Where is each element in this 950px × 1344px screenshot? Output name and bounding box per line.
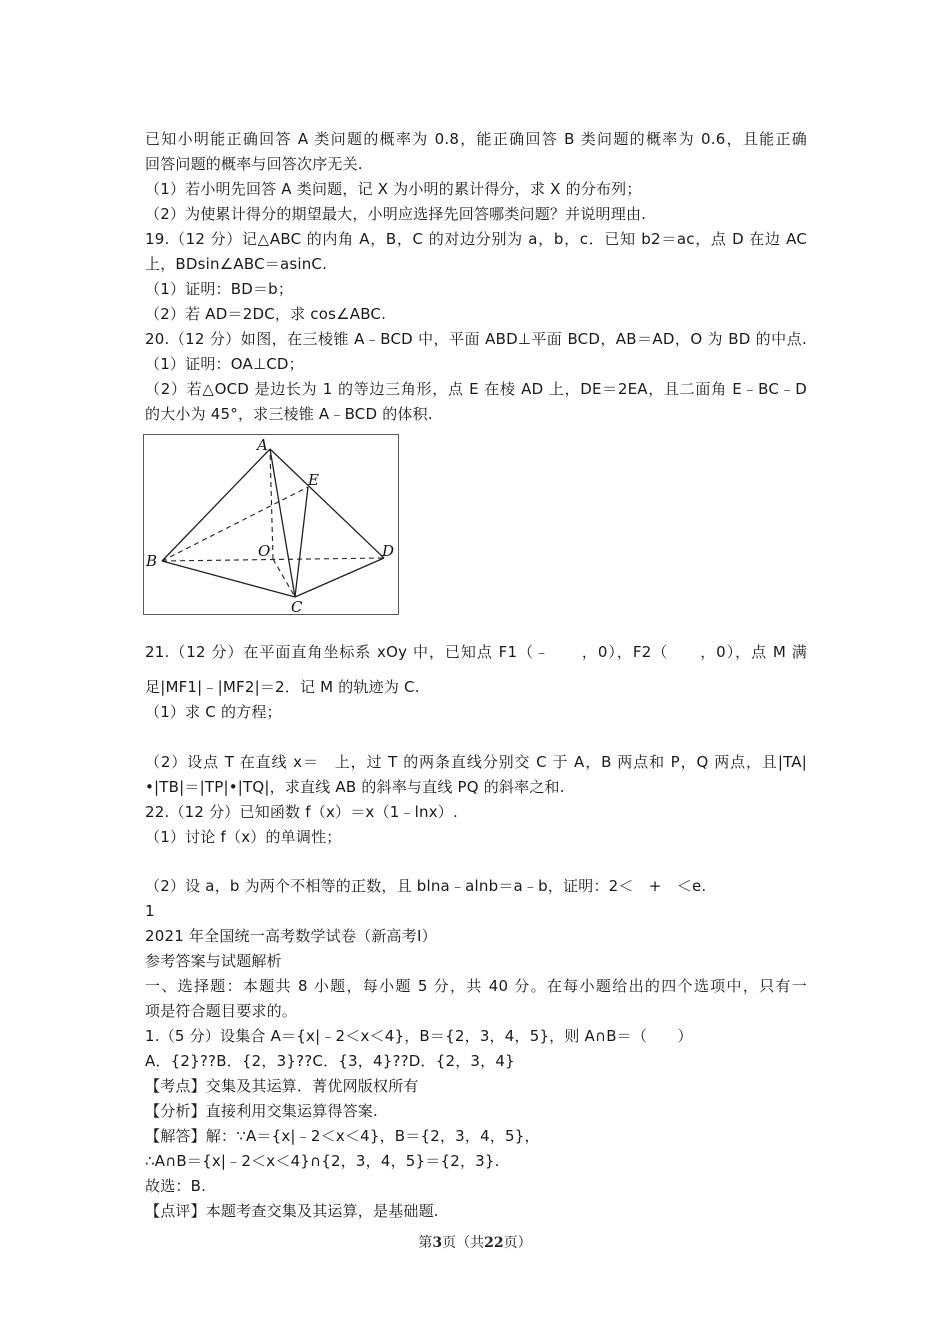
text-line: （2）若 AD＝2DC，求 cos∠ABC. — [145, 305, 387, 323]
footer-prefix: 第 — [418, 1235, 433, 1251]
question-1: 1.（5 分）设集合 A＝{x|﹣2＜x＜4}，B＝{2，3，4，5}，则 A∩B＝（ ） — [145, 1027, 693, 1045]
question-20: 20.（12 分）如图，在三棱锥 A﹣BCD 中，平面 ABD⊥平面 BCD，AB＝AD，O 为 BD 的中点. — [145, 330, 807, 348]
current-page-number: 3 — [432, 1235, 443, 1251]
edge-cd — [295, 558, 384, 597]
text-line: （1）讨论 f（x）的单调性； — [145, 828, 342, 846]
text-line: 的大小为 45°，求三棱锥 A﹣BCD 的体积. — [145, 405, 433, 423]
question-21: 21.（12 分）在平面直角坐标系 xOy 中，已知点 F1（﹣ ，0），F2（ ，0），点 M 满 — [145, 643, 807, 661]
edge-bc — [162, 561, 295, 597]
text-line: （1）若小明先回答 A 类问题，记 X 为小明的累计得分，求 X 的分布列； — [145, 180, 642, 198]
page-marker: 1 — [145, 902, 155, 920]
answer-subtitle: 参考答案与试题解析 — [145, 952, 282, 970]
question-22: 22.（12 分）已知函数 f（x）＝x（1﹣lnx）. — [145, 803, 458, 821]
text-line: （2）若△OCD 是边长为 1 的等边三角形，点 E 在棱 AD 上，DE＝2EA，且二面角 E﹣BC﹣D — [145, 380, 807, 398]
analysis: 【分析】直接利用交集运算得答案. — [145, 1102, 378, 1120]
tetrahedron-figure — [143, 434, 399, 615]
answer-choice: 故选：B. — [145, 1177, 207, 1195]
total-page-count: 22 — [484, 1235, 504, 1251]
section-heading: 一、选择题：本题共 8 小题，每小题 5 分，共 40 分。在每小题给出的四个选项中，只有一 — [145, 977, 807, 995]
text-line: •|TB|＝|TP|•|TQ|，求直线 AB 的斜率与直线 PQ 的斜率之和. — [145, 778, 565, 796]
text-line: （1）证明：OA⊥CD； — [145, 355, 304, 373]
knowledge-point: 【考点】交集及其运算．菁优网版权所有 — [145, 1077, 419, 1095]
text-line: （2）设点 T 在直线 x＝ 上，过 T 的两条直线分别交 C 于 A，B 两点和 P，Q 两点，且|TA| — [145, 753, 807, 771]
tetrahedron-diagram — [144, 435, 398, 614]
edge-ab — [162, 449, 270, 561]
label-o: O — [258, 542, 271, 560]
label-e: E — [308, 471, 319, 489]
edge-ad — [270, 449, 384, 558]
solution: 【解答】解：∵A＝{x|﹣2＜x＜4}，B＝{2，3，4，5}， — [145, 1127, 540, 1145]
question-1-options: A．{2}??B．{2，3}??C．{3，4}??D．{2，3，4} — [145, 1052, 515, 1070]
text-line: 足|MF1|﹣|MF2|＝2．记 M 的轨迹为 C. — [145, 678, 420, 696]
label-b: B — [146, 552, 158, 570]
text-line: ∴A∩B＝{x|﹣2＜x＜4}∩{2，3，4，5}＝{2，3}. — [145, 1152, 500, 1170]
text-line: 回答问题的概率与回答次序无关. — [145, 155, 363, 173]
footer-suffix: 页） — [503, 1235, 532, 1251]
text-line: （1）证明：BD＝b； — [145, 280, 294, 298]
text-line: （2）为使累计得分的期望最大，小明应选择先回答哪类问题？并说明理由. — [145, 205, 647, 223]
question-19: 19.（12 分）记△ABC 的内角 A，B，C 的对边分别为 a，b，c．已知 b2＝ac，点 D 在边 AC — [145, 230, 807, 248]
segment-be-hidden — [162, 487, 308, 561]
text-line: 项是符合题目要求的。 — [145, 1002, 298, 1020]
label-a: A — [257, 436, 268, 454]
answer-title: 2021 年全国统一高考数学试卷（新高考Ⅰ） — [145, 927, 437, 945]
footer-middle: 页（共 — [442, 1235, 485, 1251]
label-d: D — [382, 542, 395, 560]
label-c: C — [291, 598, 303, 614]
text-line: （2）设 a，b 为两个不相等的正数，且 blna﹣alnb＝a﹣b，证明：2＜ + ＜e. — [145, 877, 707, 895]
text-line: 已知小明能正确回答 A 类问题的概率为 0.8，能正确回答 B 类问题的概率为 0.6，且能正确 — [145, 130, 807, 148]
comment: 【点评】本题考查交集及其运算，是基础题. — [145, 1202, 439, 1220]
text-line: （1）求 C 的方程； — [145, 703, 282, 721]
segment-ec — [295, 487, 308, 597]
page-footer — [0, 1232, 950, 1252]
text-line: 上，BDsin∠ABC＝asinC. — [145, 255, 328, 273]
